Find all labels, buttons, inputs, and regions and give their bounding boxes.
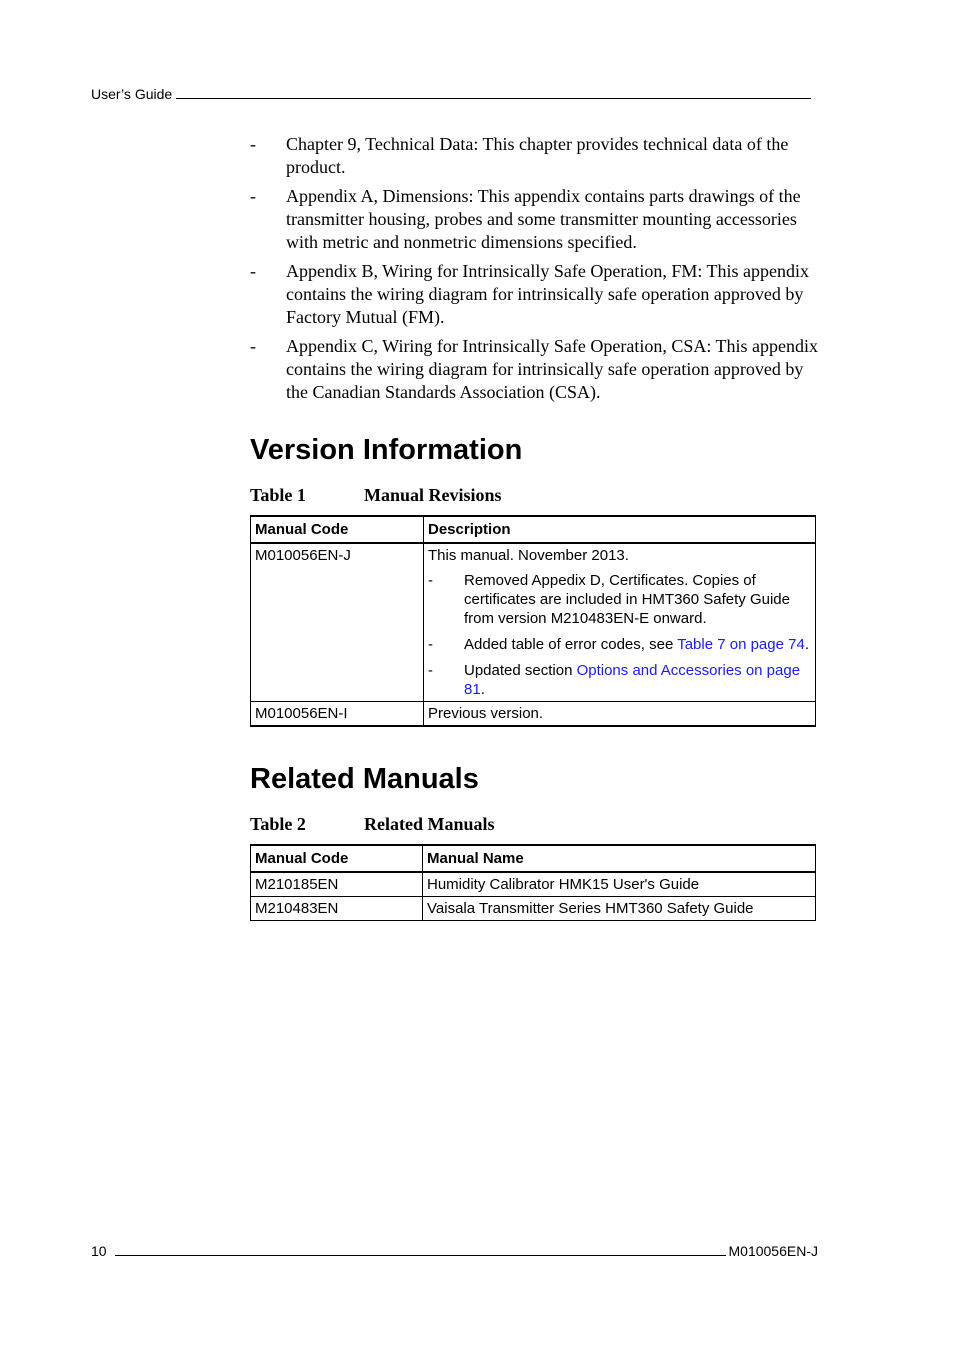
revision-item: - Updated section Options and Accessories on page 81. (428, 662, 801, 698)
footer-rule (115, 1255, 726, 1256)
revision-item: - Added table of error codes, see Table 7 on page 74. (428, 636, 809, 653)
manual-code-cell: M010056EN-J (251, 543, 424, 702)
chapter-list (250, 133, 820, 404)
list-item: - Appendix A, Dimensions: This appendix contains parts drawings of the transmitter housing, probes and some transmitter mounting accessories with metric and nonmetric dimensions specified. (250, 186, 801, 252)
manual-name-cell: Vaisala Transmitter Series HMT360 Safety Guide (423, 897, 816, 921)
page-number: 10 (91, 1243, 107, 1259)
manual-code-cell: M010056EN-I (251, 702, 424, 727)
list-item: - Appendix C, Wiring for Intrinsically Safe Operation, CSA: This appendix contains the wiring diagram for intrinsically safe operation approved by the Canadian Standards Association (CSA). (250, 336, 819, 402)
table-1-caption: Table 1 Manual Revisions (250, 485, 502, 505)
table-header-row (251, 516, 816, 543)
list-item: - Appendix B, Wiring for Intrinsically Safe Operation, FM: This appendix contains the wiring diagram for intrinsically safe operation approved by Factory Mutual (FM). (250, 261, 810, 327)
table-7-link[interactable]: Table 7 on page 74 (677, 636, 805, 653)
column-header: Description (424, 516, 816, 543)
page-footer (91, 1243, 818, 1259)
related-manuals-heading: Related Manuals (250, 763, 479, 795)
manual-code-cell: M210185EN (251, 872, 423, 897)
table-row (251, 543, 816, 702)
page-header (91, 86, 811, 102)
options-accessories-link[interactable]: Options and Accessories on page 81 (464, 662, 801, 698)
manual-code-cell: M210483EN (251, 897, 423, 921)
manual-name-cell: Humidity Calibrator HMK15 User's Guide (423, 872, 816, 897)
document-code: M010056EN-J (728, 1243, 818, 1259)
page-content (250, 133, 820, 921)
column-header: Manual Name (423, 845, 816, 872)
revision-item: - Removed Appedix D, Certificates. Copies of certificates are included in HMT360 Safety Guide from version M210483EN-E onward. (428, 572, 790, 627)
related-manuals-table (250, 844, 816, 921)
header-title: User’s Guide (91, 86, 173, 102)
manual-revisions-table (250, 515, 816, 727)
table-header-row (251, 845, 816, 872)
table-row (251, 702, 816, 727)
description-cell: Previous version. (424, 702, 816, 727)
column-header: Manual Code (251, 845, 423, 872)
version-information-heading: Version Information (250, 434, 523, 466)
list-item: - Chapter 9, Technical Data: This chapter provides technical data of the product. (250, 134, 789, 177)
column-header: Manual Code (251, 516, 424, 543)
table-row (251, 872, 816, 897)
table-row (251, 897, 816, 921)
description-cell: This manual. November 2013. - Removed Appedix D, Certificates. Copies of certificates are included in HMT360 Safety Guide from version M210483EN-E onward. - Added table of error codes, see Table 7 on page 74. - Updated section Options and Accessories on page 81. (424, 543, 816, 702)
table-2-caption: Table 2 Related Manuals (250, 814, 495, 834)
header-rule (176, 98, 811, 99)
